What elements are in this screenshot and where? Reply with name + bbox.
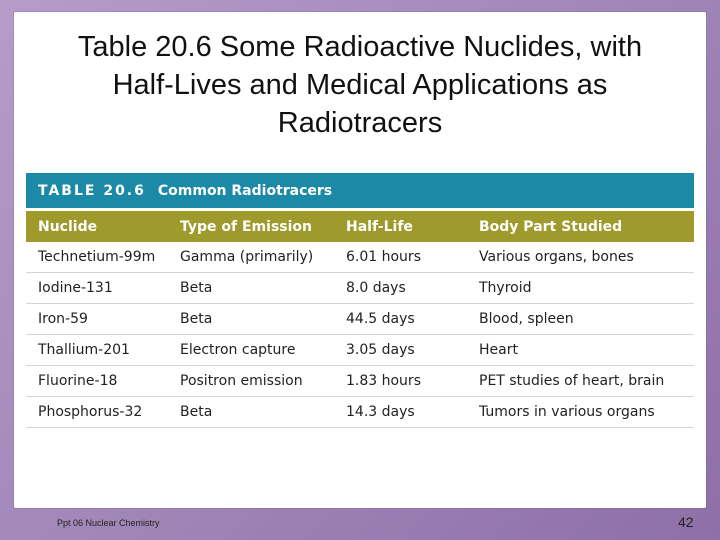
header-half-life: Half-Life <box>346 218 413 235</box>
cell-body-part: Heart <box>479 342 518 358</box>
cell-nuclide: Iron-59 <box>38 311 88 327</box>
table-row <box>26 397 694 428</box>
table-row <box>26 304 694 335</box>
cell-emission: Electron capture <box>180 342 296 358</box>
table-row <box>26 366 694 397</box>
table-caption: Common Radiotracers <box>157 182 333 199</box>
cell-nuclide: Iodine-131 <box>38 280 113 296</box>
cell-emission: Beta <box>180 280 213 296</box>
cell-half-life: 8.0 days <box>346 280 406 296</box>
cell-body-part: Blood, spleen <box>479 311 574 327</box>
cell-half-life: 44.5 days <box>346 311 415 327</box>
slide-footer: Ppt 06 Nuclear Chemistry <box>57 518 160 528</box>
cell-nuclide: Phosphorus-32 <box>38 404 143 420</box>
table-header-row <box>26 211 694 242</box>
cell-nuclide: Thallium-201 <box>38 342 130 358</box>
cell-nuclide: Technetium-99m <box>38 249 156 265</box>
cell-body-part: Various organs, bones <box>479 249 634 265</box>
slide-title <box>14 28 706 142</box>
cell-body-part: Tumors in various organs <box>479 404 655 420</box>
cell-body-part: PET studies of heart, brain <box>479 373 665 389</box>
radiotracer-table <box>26 173 694 428</box>
header-nuclide: Nuclide <box>38 218 98 235</box>
title-line-3: Radiotracers <box>277 107 443 139</box>
page-number: 42 <box>678 514 694 530</box>
title-line-2: Half-Lives and Medical Applications as <box>112 69 608 101</box>
header-body-part: Body Part Studied <box>479 218 623 235</box>
cell-emission: Beta <box>180 404 213 420</box>
cell-emission: Positron emission <box>180 373 303 389</box>
cell-emission: Gamma (primarily) <box>180 249 314 265</box>
table-row <box>26 273 694 304</box>
title-line-1: Table 20.6 Some Radioactive Nuclides, with <box>77 31 643 63</box>
cell-body-part: Thyroid <box>479 280 532 296</box>
cell-half-life: 6.01 hours <box>346 249 421 265</box>
header-emission: Type of Emission <box>180 218 312 235</box>
cell-emission: Beta <box>180 311 213 327</box>
cell-half-life: 14.3 days <box>346 404 415 420</box>
cell-half-life: 1.83 hours <box>346 373 421 389</box>
table-banner <box>26 173 694 208</box>
table-number: TABLE 20.6 <box>38 182 146 199</box>
table-row <box>26 335 694 366</box>
cell-nuclide: Fluorine-18 <box>38 373 118 389</box>
cell-half-life: 3.05 days <box>346 342 415 358</box>
table-row <box>26 242 694 273</box>
